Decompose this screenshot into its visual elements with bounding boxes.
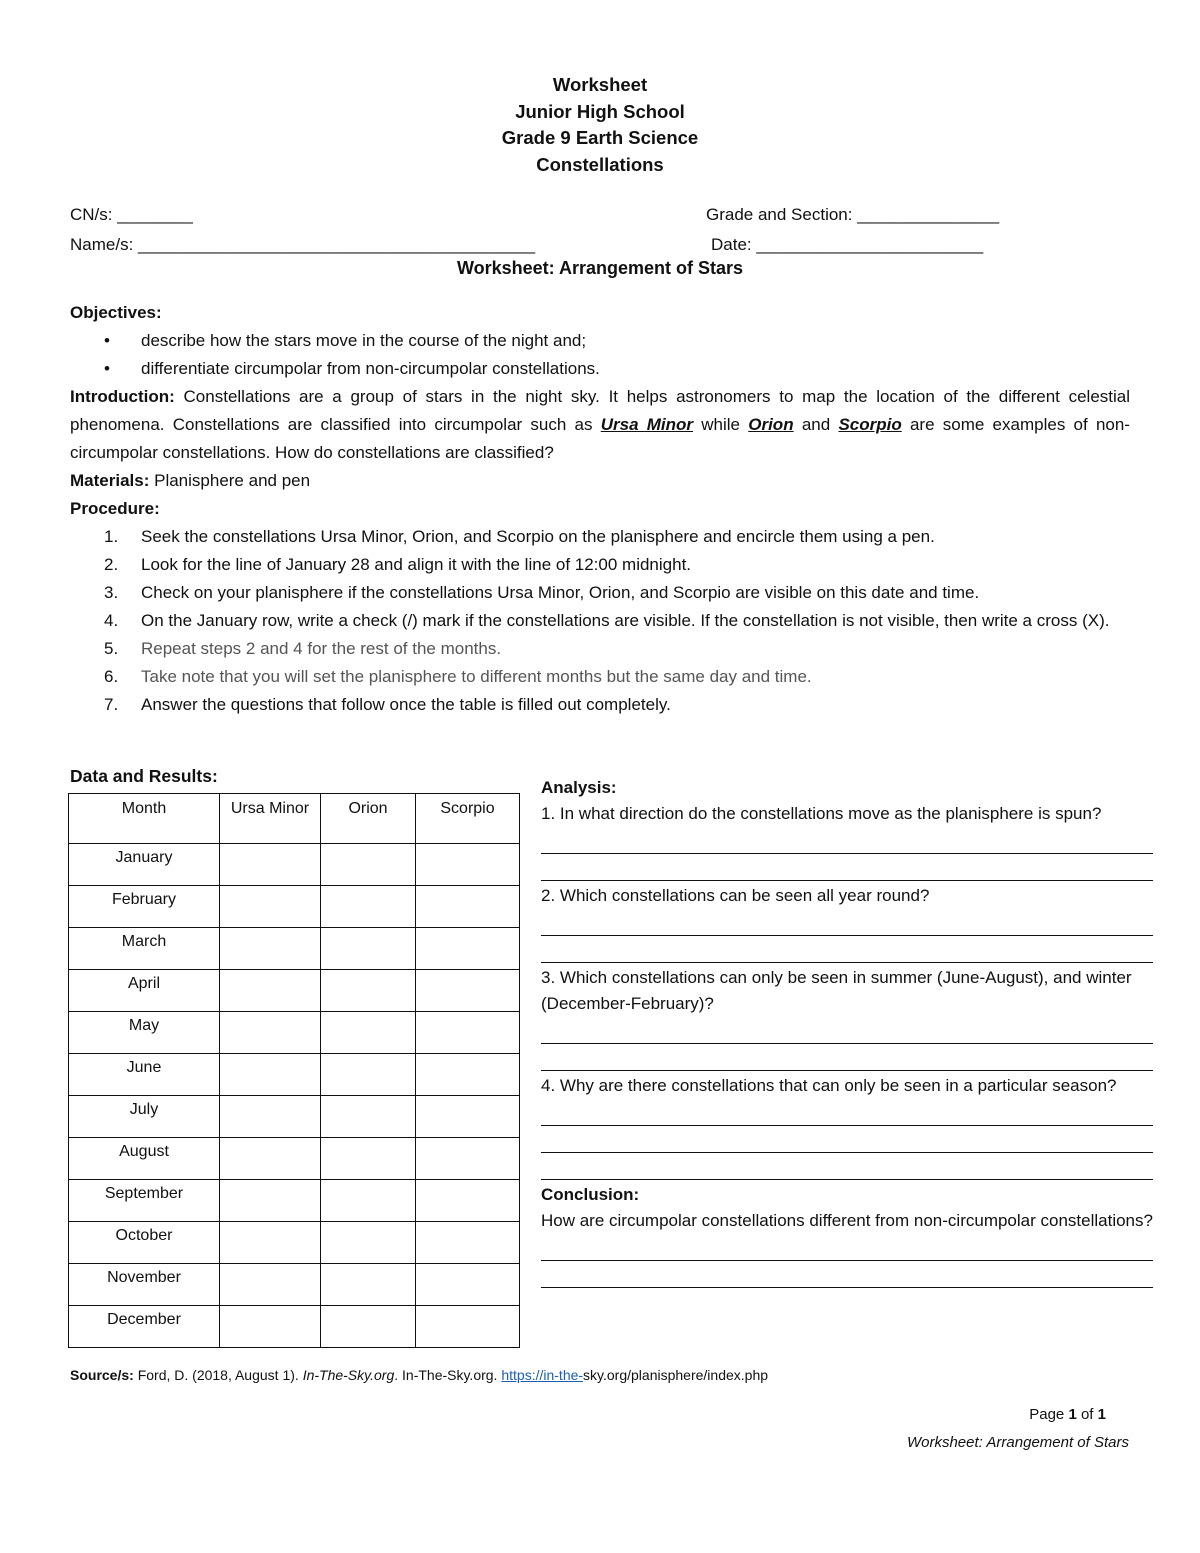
procedure-step: 2. Look for the line of January 28 and align it with the line of 12:00 midnight. — [104, 555, 692, 574]
ursa-minor-cell[interactable] — [220, 1054, 321, 1096]
source-site-title: In-The-Sky.org — [302, 1367, 395, 1383]
ursa-minor-cell[interactable] — [220, 970, 321, 1012]
ursa-minor-cell[interactable] — [220, 1138, 321, 1180]
scorpio-cell[interactable] — [416, 928, 520, 970]
answer-line[interactable] — [541, 909, 1153, 936]
header-line-1: Worksheet — [552, 74, 648, 95]
orion-cell[interactable] — [321, 886, 416, 928]
scorpio-cell[interactable] — [416, 1054, 520, 1096]
data-table — [68, 793, 520, 1348]
bullet-icon: • — [104, 359, 110, 378]
table-row — [69, 1096, 520, 1138]
grade-section-field[interactable]: Grade and Section: _______________ — [706, 205, 1000, 224]
scorpio-term: Scorpio — [838, 415, 902, 434]
table-row — [69, 1054, 520, 1096]
month-cell: July — [69, 1096, 220, 1138]
col-header-ursa-minor: Ursa Minor — [220, 794, 321, 844]
conclusion-question: How are circumpolar constellations different from non-circumpolar constellations? — [541, 1211, 1153, 1230]
answer-line[interactable] — [541, 827, 1153, 854]
ursa-minor-cell[interactable] — [220, 1264, 321, 1306]
scorpio-cell[interactable] — [416, 1138, 520, 1180]
col-header-month: Month — [69, 794, 220, 844]
orion-cell[interactable] — [321, 1138, 416, 1180]
document-header — [0, 72, 1200, 178]
header-line-2: Junior High School — [515, 100, 685, 122]
orion-cell[interactable] — [321, 1180, 416, 1222]
scorpio-cell[interactable] — [416, 970, 520, 1012]
question-2: 2. Which constellations can be seen all year round? — [541, 886, 930, 905]
table-header-row — [69, 794, 520, 844]
table-row — [69, 1138, 520, 1180]
footer-doc-title: Worksheet: Arrangement of Stars — [906, 1434, 1129, 1451]
month-cell: March — [69, 928, 220, 970]
table-row — [69, 1306, 520, 1348]
scorpio-cell[interactable] — [416, 1180, 520, 1222]
orion-cell[interactable] — [321, 928, 416, 970]
scorpio-cell[interactable] — [416, 886, 520, 928]
objective-item: • differentiate circumpolar from non-circumpolar constellations. — [70, 355, 1130, 383]
orion-cell[interactable] — [321, 1012, 416, 1054]
procedure-label: Procedure: — [70, 499, 160, 518]
scorpio-cell[interactable] — [416, 1264, 520, 1306]
orion-cell[interactable] — [321, 1096, 416, 1138]
student-fields — [70, 205, 1130, 265]
answer-line[interactable] — [541, 1234, 1153, 1261]
orion-cell[interactable] — [321, 1264, 416, 1306]
header-line-4: Constellations — [536, 153, 664, 175]
col-header-scorpio: Scorpio — [416, 794, 520, 844]
orion-cell[interactable] — [321, 844, 416, 886]
scorpio-cell[interactable] — [416, 1096, 520, 1138]
month-cell: May — [69, 1012, 220, 1054]
scorpio-cell[interactable] — [416, 1012, 520, 1054]
ursa-minor-cell[interactable] — [220, 1096, 321, 1138]
orion-cell[interactable] — [321, 970, 416, 1012]
bullet-icon: • — [104, 331, 110, 350]
month-cell: June — [69, 1054, 220, 1096]
answer-line[interactable] — [541, 1261, 1153, 1288]
question-1: 1. In what direction do the constellations move as the planisphere is spun? — [541, 804, 1102, 823]
answer-line[interactable] — [541, 1099, 1153, 1126]
source-label: Source/s: — [70, 1367, 134, 1383]
analysis-section — [541, 775, 1153, 1288]
table-row — [69, 928, 520, 970]
ursa-minor-term: Ursa Minor — [600, 415, 694, 434]
answer-line[interactable] — [541, 936, 1153, 963]
table-row — [69, 1012, 520, 1054]
table-row — [69, 844, 520, 886]
source-link[interactable]: https://in-the- — [501, 1367, 584, 1383]
procedure-step: 1. Seek the constellations Ursa Minor, Orion, and Scorpio on the planisphere and encircle them using a pen. — [104, 527, 935, 546]
ursa-minor-cell[interactable] — [220, 1012, 321, 1054]
page-number: Page 1 of 1 — [1029, 1406, 1106, 1423]
ursa-minor-cell[interactable] — [220, 844, 321, 886]
objective-item: • describe how the stars move in the course of the night and; — [70, 327, 1130, 355]
introduction-label: Introduction: — [70, 387, 175, 406]
materials-line: Materials: Planisphere and pen — [70, 471, 311, 490]
objectives-label: Objectives: — [70, 303, 162, 322]
cn-field[interactable]: CN/s: ________ — [70, 205, 193, 224]
orion-cell[interactable] — [321, 1306, 416, 1348]
materials-label: Materials: — [70, 471, 150, 490]
question-3: 3. Which constellations can only be seen in summer (June-August), and winter (December-February)? — [541, 968, 1132, 1013]
orion-cell[interactable] — [321, 1222, 416, 1264]
table-row — [69, 1264, 520, 1306]
month-cell: January — [69, 844, 220, 886]
table-row — [69, 1222, 520, 1264]
month-cell: December — [69, 1306, 220, 1348]
analysis-label: Analysis: — [541, 778, 617, 797]
answer-line[interactable] — [541, 1126, 1153, 1153]
data-results-label: Data and Results: — [70, 766, 218, 786]
question-4: 4. Why are there constellations that can only be seen in a particular season? — [541, 1076, 1117, 1095]
answer-line[interactable] — [541, 1153, 1153, 1180]
month-cell: February — [69, 886, 220, 928]
orion-cell[interactable] — [321, 1054, 416, 1096]
ursa-minor-cell[interactable] — [220, 886, 321, 928]
answer-line[interactable] — [541, 854, 1153, 881]
answer-line[interactable] — [541, 1044, 1153, 1071]
month-cell: August — [69, 1138, 220, 1180]
name-field[interactable]: Name/s: __________________________________________ — [70, 235, 536, 254]
worksheet-title: Worksheet: Arrangement of Stars — [456, 258, 744, 278]
month-cell: November — [69, 1264, 220, 1306]
month-cell: October — [69, 1222, 220, 1264]
month-cell: September — [69, 1180, 220, 1222]
procedure-step: 6. Take note that you will set the planisphere to different months but the same day and time. — [104, 667, 812, 686]
source-citation: Source/s: Ford, D. (2018, August 1). In-The-Sky.org. In-The-Sky.org. https://in-the-sky.org/planisphere/index.php — [70, 1367, 769, 1383]
procedure-step: 4. On the January row, write a check (/) mark if the constellations are visible. If the constellation is not visible, then write a cross (X). — [104, 611, 1110, 630]
scorpio-cell[interactable] — [416, 1306, 520, 1348]
worksheet-body — [70, 299, 1130, 719]
date-field[interactable]: Date: ________________________ — [711, 235, 984, 254]
ursa-minor-cell[interactable] — [220, 1222, 321, 1264]
ursa-minor-cell[interactable] — [220, 1306, 321, 1348]
table-row — [69, 1180, 520, 1222]
col-header-orion: Orion — [321, 794, 416, 844]
month-cell: April — [69, 970, 220, 1012]
orion-term: Orion — [748, 415, 794, 434]
introduction-paragraph: Introduction: Constellations are a group of stars in the night sky. It helps astronomers to map the location of the different celestial phenomena. Constellations are classified into circumpolar such as Ursa Minor while Orion and Scorpio are some examples of non-circumpolar constellations. How do constellations are classified? — [70, 387, 1131, 462]
procedure-step: 5. Repeat steps 2 and 4 for the rest of the months. — [104, 639, 502, 658]
header-line-3: Grade 9 Earth Science — [501, 127, 699, 148]
procedure-step: 7. Answer the questions that follow once the table is filled out completely. — [104, 695, 671, 714]
scorpio-cell[interactable] — [416, 1222, 520, 1264]
ursa-minor-cell[interactable] — [220, 928, 321, 970]
ursa-minor-cell[interactable] — [220, 1180, 321, 1222]
procedure-step: 3. Check on your planisphere if the constellations Ursa Minor, Orion, and Scorpio are visible on this date and time. — [104, 583, 980, 602]
table-row — [69, 886, 520, 928]
answer-line[interactable] — [541, 1017, 1153, 1044]
conclusion-label: Conclusion: — [541, 1185, 640, 1204]
scorpio-cell[interactable] — [416, 844, 520, 886]
table-row — [69, 970, 520, 1012]
